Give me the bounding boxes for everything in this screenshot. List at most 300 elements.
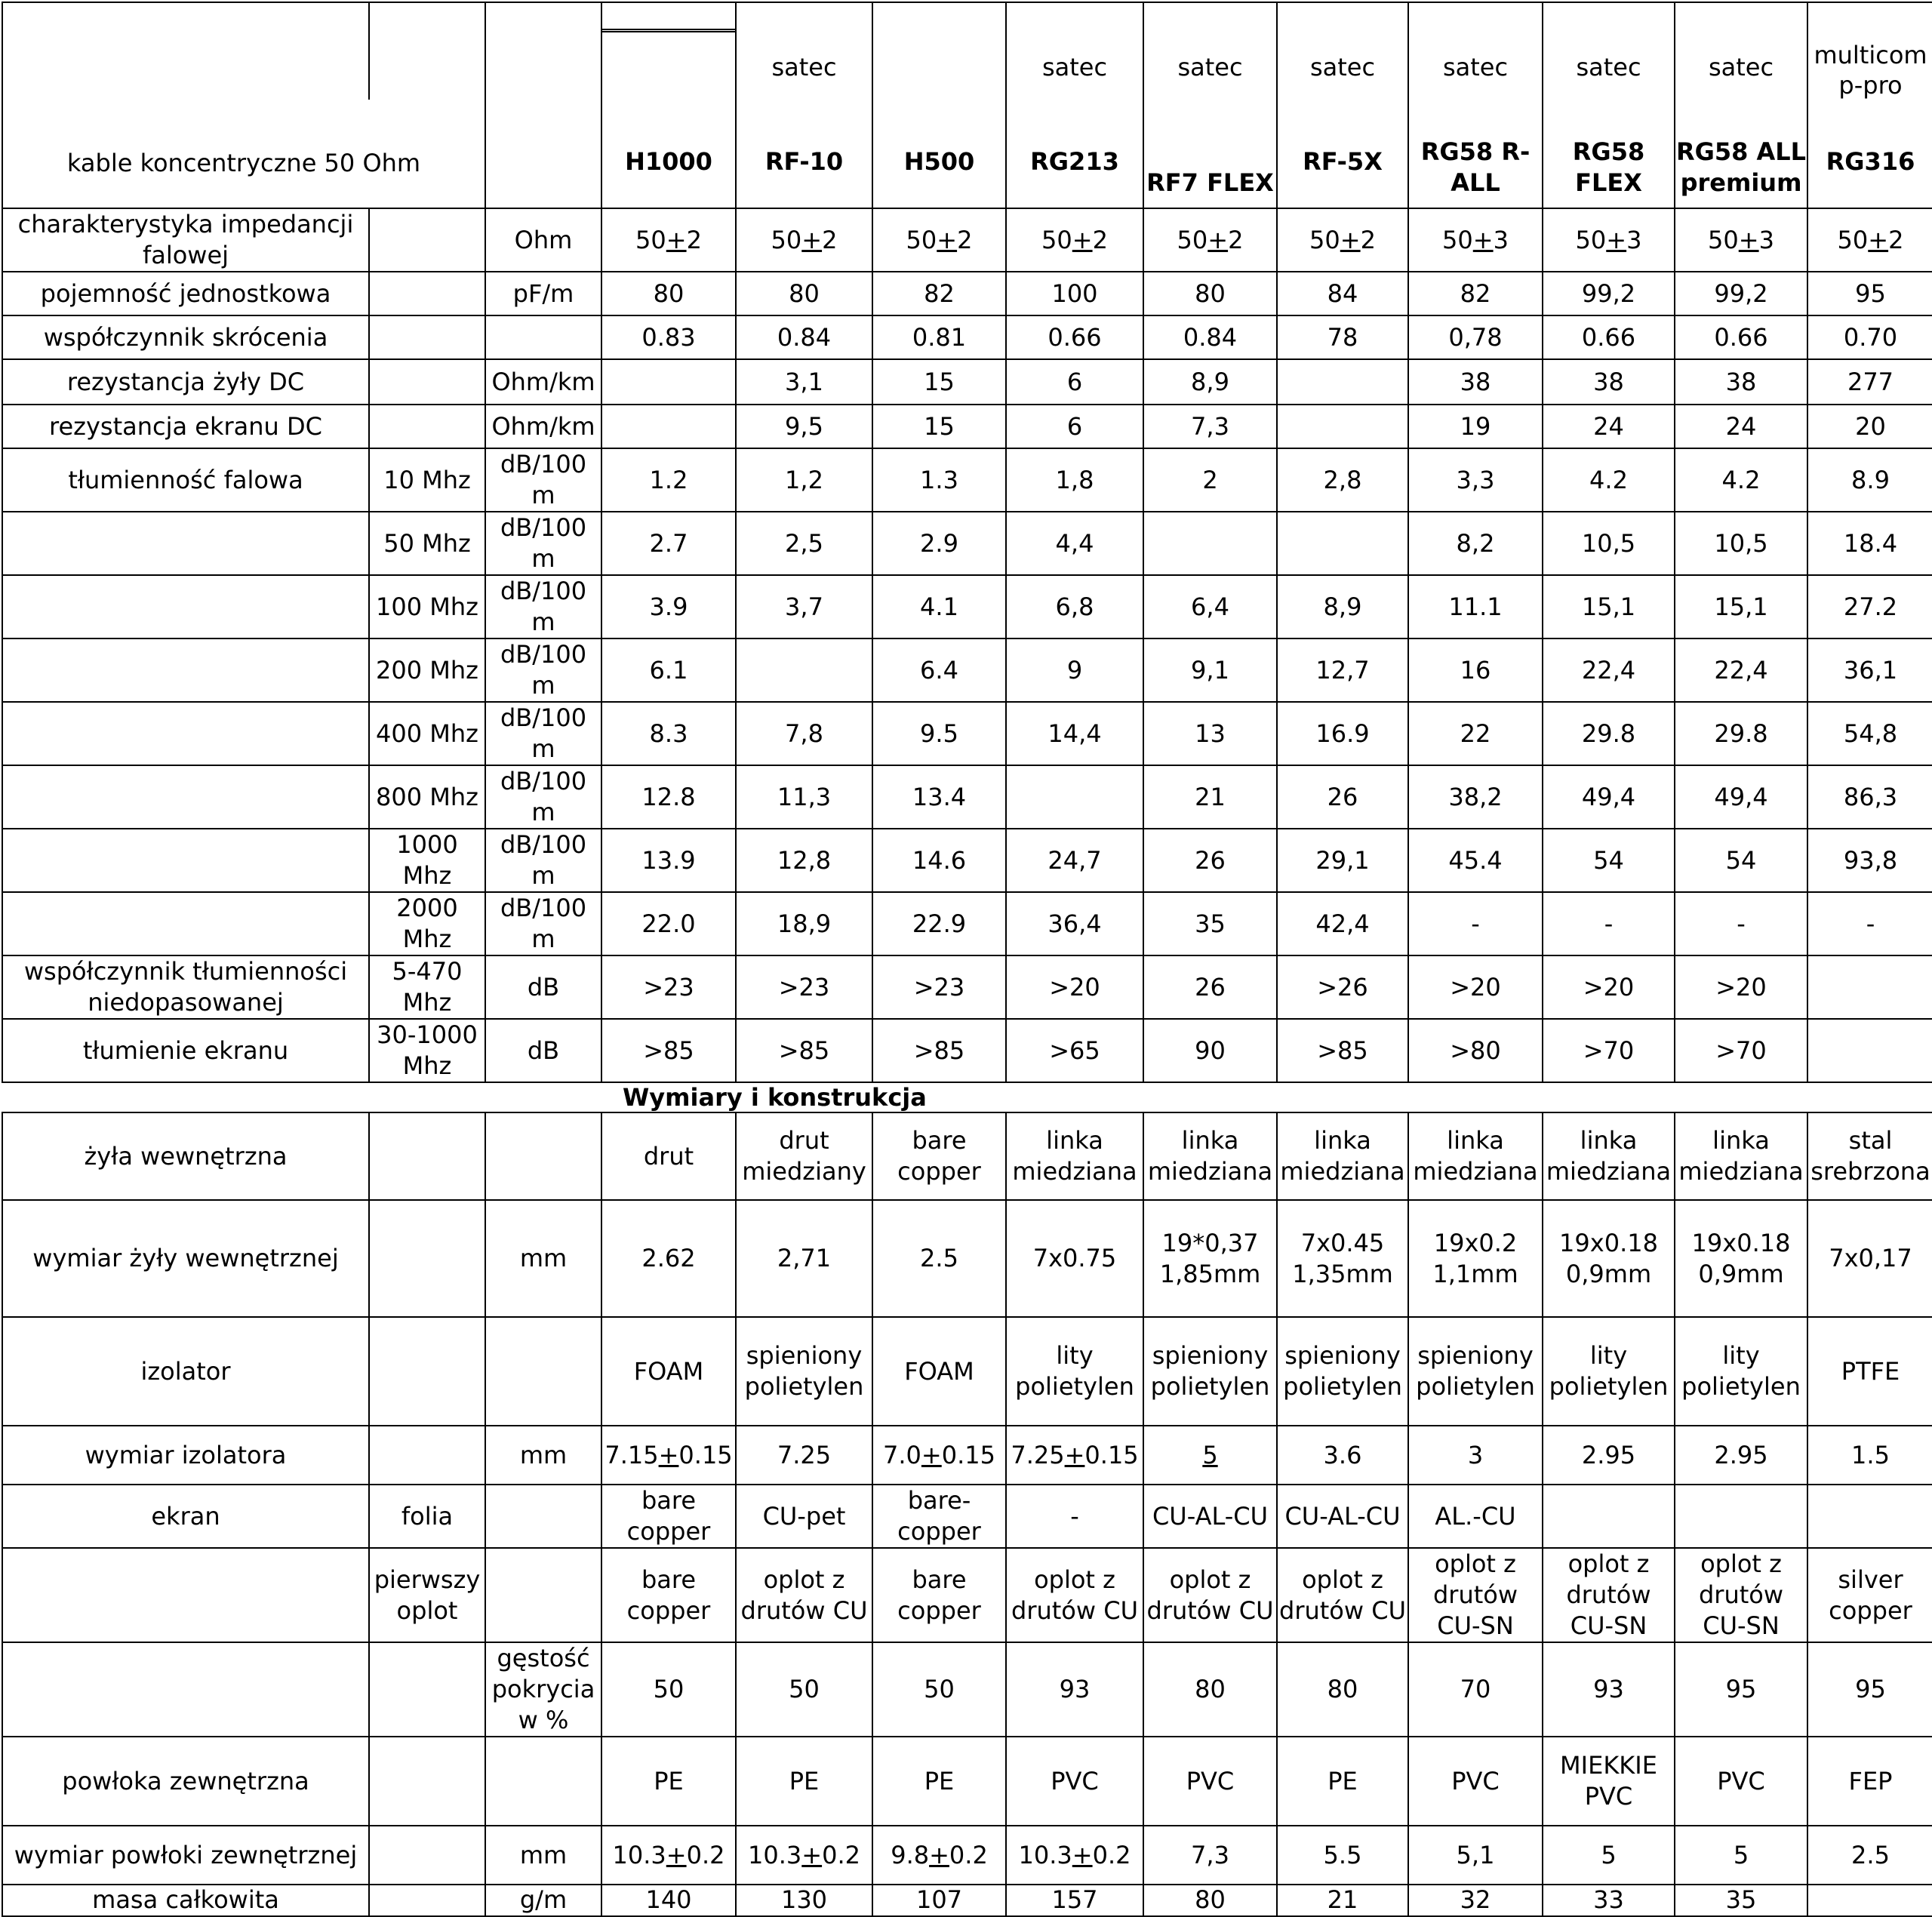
brand-label: satec (771, 52, 837, 82)
model-label: RG58 FLEX (1572, 137, 1645, 197)
value-cell-rg58-r-all: >20 (1408, 955, 1543, 1019)
value-cell-rg213: 36,4 (1006, 892, 1143, 955)
brand-label: satec (1442, 52, 1509, 82)
value-cell-rg213: 24,7 (1006, 829, 1143, 892)
value-cell-rf7-flex: 26 (1143, 829, 1277, 892)
plus-minus-sign: + (801, 1840, 823, 1869)
plus-minus-sign: + (1064, 1440, 1085, 1469)
value-cell-rg58-flex: 15,1 (1543, 575, 1675, 638)
row-label (2, 892, 369, 955)
value-cell-rg316: PTFE (1807, 1317, 1932, 1426)
value-cell-rg58-r-all: 16 (1408, 638, 1543, 702)
value-cell-rg316 (1807, 955, 1932, 1019)
section-title: Wymiary i konstrukcja (2, 1082, 1932, 1112)
row-unit: dB (485, 955, 601, 1019)
value-cell-rg316: 54,8 (1807, 702, 1932, 765)
value-cell-rf7-flex: 90 (1143, 1019, 1277, 1082)
row-label: rezystancja żyły DC (2, 359, 369, 405)
value-cell-rg58-flex: oplot z drutów CU-SN (1543, 1548, 1675, 1642)
value-cell-rf7-flex: 0.84 (1143, 315, 1277, 359)
value-cell-rg58-r-all: oplot z drutów CU-SN (1408, 1548, 1543, 1642)
model-header-h500 (872, 2, 1006, 208)
value-cell-rf-10: 1,2 (736, 448, 872, 512)
value-cell-rg316 (1807, 1019, 1932, 1082)
value-cell-h500: 15 (872, 405, 1006, 448)
value-cell-h500: 4.1 (872, 575, 1006, 638)
row-unit (485, 1737, 601, 1826)
value-cell-rg58-all-premium: 49,4 (1675, 765, 1807, 829)
value-cell-rg316: silver copper (1807, 1548, 1932, 1642)
value-cell-rg213: 50+2 (1006, 208, 1143, 272)
row-sub-label: pierwszy oplot (369, 1548, 485, 1642)
value-cell-rf-5x (1277, 405, 1408, 448)
row-insulator (2, 1317, 1932, 1426)
value-cell-rf-5x: 8,9 (1277, 575, 1408, 638)
brand-label: satec (1576, 52, 1641, 82)
row-attenuation-10-mhz (2, 448, 1932, 512)
value-cell-rf-10: CU-pet (736, 1485, 872, 1548)
row-label: tłumienie ekranu (2, 1019, 369, 1082)
value-cell-rg213: 6,8 (1006, 575, 1143, 638)
row-sub-label (369, 1200, 485, 1317)
row-sub-label: folia (369, 1485, 485, 1548)
value-cell-rg213: >20 (1006, 955, 1143, 1019)
value-cell-rf-5x: 78 (1277, 315, 1408, 359)
value-cell-rf-5x: spieniony polietylen (1277, 1317, 1408, 1426)
value-cell-rg58-r-all: 38,2 (1408, 765, 1543, 829)
value-cell-h500: 9.5 (872, 702, 1006, 765)
row-jacket-dimension (2, 1826, 1932, 1885)
model-label: RF-5X (1303, 146, 1383, 176)
value-cell-rg58-flex: >20 (1543, 955, 1675, 1019)
value-cell-h1000 (601, 405, 736, 448)
value-cell-rf7-flex: 50+2 (1143, 208, 1277, 272)
row-unit: dB (485, 1019, 601, 1082)
value-cell-rg58-flex: 5 (1543, 1826, 1675, 1885)
value-cell-rg58-r-all: PVC (1408, 1737, 1543, 1826)
value-cell-rg58-all-premium: 29.8 (1675, 702, 1807, 765)
plus-minus-sign: + (666, 225, 687, 254)
model-label: RG58 R-ALL (1420, 137, 1531, 197)
value-cell-rg213: 157 (1006, 1885, 1143, 1916)
row-sub-label: 30-1000 Mhz (369, 1019, 485, 1082)
value-cell-rg316 (1807, 1485, 1932, 1548)
row-unit: Ohm/km (485, 359, 601, 405)
model-header-rf-10 (736, 2, 872, 208)
value-cell-rf7-flex: 7,3 (1143, 1826, 1277, 1885)
value-cell-rg316: - (1807, 892, 1932, 955)
value-cell-rf-5x: >85 (1277, 1019, 1408, 1082)
value-cell-h500: bare copper (872, 1548, 1006, 1642)
value-cell-rf-10: >85 (736, 1019, 872, 1082)
value-cell-h1000: PE (601, 1737, 736, 1826)
row-unit: dB/100 m (485, 765, 601, 829)
cable-spec-table (2, 2, 1932, 1917)
row-impedance (2, 208, 1932, 272)
value-cell-h1000: 12.8 (601, 765, 736, 829)
value-cell-h500: FOAM (872, 1317, 1006, 1426)
value-cell-rg58-all-premium: 5 (1675, 1826, 1807, 1885)
row-label: tłumienność falowa (2, 448, 369, 512)
brand-label: satec (1041, 52, 1108, 82)
value-cell-rg316: 7x0,17 (1807, 1200, 1932, 1317)
value-cell-rg58-flex: 4.2 (1543, 448, 1675, 512)
value-cell-rf-5x: 80 (1277, 1642, 1408, 1737)
row-label: wymiar izolatora (2, 1426, 369, 1485)
value-cell-rf-10: 50 (736, 1642, 872, 1737)
row-attenuation-100-mhz (2, 575, 1932, 638)
value-cell-h1000: 2.62 (601, 1200, 736, 1317)
value-cell-rg316 (1807, 1885, 1932, 1916)
value-cell-rg213: oplot z drutów CU (1006, 1548, 1143, 1642)
value-cell-rf7-flex: 21 (1143, 765, 1277, 829)
value-cell-h500: 9.8+0.2 (872, 1826, 1006, 1885)
value-cell-h500: >85 (872, 1019, 1006, 1082)
value-cell-rg316: 86,3 (1807, 765, 1932, 829)
row-label: wymiar powłoki zewnętrznej (2, 1826, 369, 1885)
row-label: izolator (2, 1317, 369, 1426)
value-cell-rg58-r-all: 11.1 (1408, 575, 1543, 638)
plus-minus-sign: + (937, 225, 958, 254)
model-header-rg213 (1006, 2, 1143, 208)
value-cell-rf-5x: 2,8 (1277, 448, 1408, 512)
value-cell-rg213: 7x0.75 (1006, 1200, 1143, 1317)
row-unit: dB/100 m (485, 702, 601, 765)
value-cell-rg58-r-all: 32 (1408, 1885, 1543, 1916)
value-cell-rg58-all-premium: PVC (1675, 1737, 1807, 1826)
value-cell-h500: 50+2 (872, 208, 1006, 272)
value-cell-rg213: 4,4 (1006, 512, 1143, 575)
value-cell-rg213: 10.3+0.2 (1006, 1826, 1143, 1885)
value-cell-rg58-r-all: 82 (1408, 272, 1543, 315)
row-sub-label (369, 208, 485, 272)
value-cell-rg316: 93,8 (1807, 829, 1932, 892)
value-cell-h1000: 0.83 (601, 315, 736, 359)
value-cell-rf-5x: 12,7 (1277, 638, 1408, 702)
value-cell-rg58-r-all: 70 (1408, 1642, 1543, 1737)
row-sub-label: 2000 Mhz (369, 892, 485, 955)
value-cell-rf7-flex: 6,4 (1143, 575, 1277, 638)
value-cell-rg213: 93 (1006, 1642, 1143, 1737)
value-cell-rf-5x: PE (1277, 1737, 1408, 1826)
row-sub-label (369, 1112, 485, 1200)
value-cell-h500: 1.3 (872, 448, 1006, 512)
row-sub-label (369, 1885, 485, 1916)
value-cell-h1000: >85 (601, 1019, 736, 1082)
row-insulator-dimension (2, 1426, 1932, 1485)
value-cell-rg58-r-all: 38 (1408, 359, 1543, 405)
value-cell-h1000: 7.15+0.15 (601, 1426, 736, 1485)
value-cell-rg213: PVC (1006, 1737, 1143, 1826)
row-sub-label (369, 1317, 485, 1426)
value-cell-rf7-flex: linka miedziana (1143, 1112, 1277, 1200)
value-cell-h500: 2.9 (872, 512, 1006, 575)
value-cell-rg58-flex: 22,4 (1543, 638, 1675, 702)
value-cell-rg58-flex: 24 (1543, 405, 1675, 448)
value-cell-rg316: 50+2 (1807, 208, 1932, 272)
row-unit: dB/100 m (485, 892, 601, 955)
row-label: charakterystyka impedancji falowej (2, 208, 369, 272)
value-cell-rf-10: 18,9 (736, 892, 872, 955)
plus-minus-sign: + (1606, 225, 1627, 254)
plus-minus-sign: + (1472, 225, 1494, 254)
value-cell-rf-10: PE (736, 1737, 872, 1826)
row-label: wymiar żyły wewnętrznej (2, 1200, 369, 1317)
value-cell-rf-5x: 3.6 (1277, 1426, 1408, 1485)
value-cell-rg213: 1,8 (1006, 448, 1143, 512)
value-cell-h500: 13.4 (872, 765, 1006, 829)
value-cell-h1000: drut (601, 1112, 736, 1200)
value-cell-rf7-flex (1143, 1426, 1277, 1485)
value-cell-h500: 7.0+0.15 (872, 1426, 1006, 1485)
row-sub-label: 1000 Mhz (369, 829, 485, 892)
value-cell-rf-10: 7.25 (736, 1426, 872, 1485)
row-label: żyła wewnętrzna (2, 1112, 369, 1200)
value-cell-rg58-all-premium: 22,4 (1675, 638, 1807, 702)
row-label (2, 575, 369, 638)
value-cell-h1000: 50 (601, 1642, 736, 1737)
value-cell-rf7-flex: 13 (1143, 702, 1277, 765)
value-cell-rg316: 27.2 (1807, 575, 1932, 638)
value-cell-rg58-r-all: 3,3 (1408, 448, 1543, 512)
value-cell-rf-10: 7,8 (736, 702, 872, 765)
row-attenuation-800-mhz (2, 765, 1932, 829)
value-cell-rf-10: 2,5 (736, 512, 872, 575)
value-cell-rf7-flex: oplot z drutów CU (1143, 1548, 1277, 1642)
row-unit: dB/100 m (485, 575, 601, 638)
value-cell-rg58-all-premium: linka miedziana (1675, 1112, 1807, 1200)
value-cell-rg316: 36,1 (1807, 638, 1932, 702)
row-sub-label (369, 405, 485, 448)
plus-minus-sign: + (1072, 1840, 1093, 1869)
row-sub-label (369, 315, 485, 359)
value-cell-rf-5x: 50+2 (1277, 208, 1408, 272)
row-sub-label (369, 359, 485, 405)
value-cell-h500: PE (872, 1737, 1006, 1826)
value-cell-rg58-r-all: 0,78 (1408, 315, 1543, 359)
plus-minus-sign: + (1340, 225, 1361, 254)
value-cell-h500: 22.9 (872, 892, 1006, 955)
value-cell-rg58-flex: 33 (1543, 1885, 1675, 1916)
brand-label: satec (1309, 52, 1376, 82)
value-cell-rf7-flex (1143, 512, 1277, 575)
value-cell-rf7-flex: 7,3 (1143, 405, 1277, 448)
value-cell-rg58-all-premium: 50+3 (1675, 208, 1807, 272)
value-cell-rf-10: 9,5 (736, 405, 872, 448)
value-cell-rg58-r-all: spieniony polietylen (1408, 1317, 1543, 1426)
value-cell-rg213 (1006, 765, 1143, 829)
row-unit (485, 1485, 601, 1548)
value-cell-rg58-all-premium: 4.2 (1675, 448, 1807, 512)
value-cell-rf7-flex: 80 (1143, 1642, 1277, 1737)
model-label: H500 (903, 146, 975, 176)
row-unit: mm (485, 1200, 601, 1317)
value-cell-rg58-all-premium: 95 (1675, 1642, 1807, 1737)
value-cell-h1000: 140 (601, 1885, 736, 1916)
value-cell-rf-5x: 84 (1277, 272, 1408, 315)
value-cell-rf-10: oplot z drutów CU (736, 1548, 872, 1642)
value-cell-rg316: 95 (1807, 1642, 1932, 1737)
value-cell-rf-10 (736, 638, 872, 702)
row-shield-resistance (2, 405, 1932, 448)
value-cell-rg213: 6 (1006, 359, 1143, 405)
value-cell-rg316: 8.9 (1807, 448, 1932, 512)
model-header-divider (602, 31, 735, 33)
value-cell-rf7-flex: PVC (1143, 1737, 1277, 1826)
value-cell-rg58-all-premium: 15,1 (1675, 575, 1807, 638)
plus-minus-sign: + (1208, 225, 1229, 254)
plus-minus-sign: + (666, 1840, 687, 1869)
value-cell-h500: 107 (872, 1885, 1006, 1916)
row-attenuation-50-mhz (2, 512, 1932, 575)
value-cell-h500: 15 (872, 359, 1006, 405)
value-cell-rg58-r-all: 19x0.2 1,1mm (1408, 1200, 1543, 1317)
row-attenuation-2000-mhz (2, 892, 1932, 955)
value-cell-h1000: bare copper (601, 1548, 736, 1642)
value-cell-h1000: 10.3+0.2 (601, 1826, 736, 1885)
value-cell-rg213: 9 (1006, 638, 1143, 702)
plus-minus-sign: + (1072, 225, 1093, 254)
value-cell-rg58-flex: 99,2 (1543, 272, 1675, 315)
value-cell-rf-5x: 29,1 (1277, 829, 1408, 892)
model-label: RG58 ALL premium (1675, 137, 1807, 197)
value-cell-rg58-all-premium: 0.66 (1675, 315, 1807, 359)
value-cell-rg58-flex: 49,4 (1543, 765, 1675, 829)
value-cell-rg58-flex: 38 (1543, 359, 1675, 405)
row-shield-foil (2, 1485, 1932, 1548)
value-cell-rg316: 0.70 (1807, 315, 1932, 359)
value-cell-rf-10: 3,1 (736, 359, 872, 405)
row-first-braid (2, 1548, 1932, 1642)
value-cell-rg316: FEP (1807, 1737, 1932, 1826)
value-cell-rg213: 6 (1006, 405, 1143, 448)
value-cell-rg316: 2.5 (1807, 1826, 1932, 1885)
value-cell-rg58-r-all: 19 (1408, 405, 1543, 448)
row-label: rezystancja ekranu DC (2, 405, 369, 448)
value-cell-rg58-r-all: 45.4 (1408, 829, 1543, 892)
value-cell-rg213: linka miedziana (1006, 1112, 1143, 1200)
value-cell-h1000: 3.9 (601, 575, 736, 638)
row-sub-label: 50 Mhz (369, 512, 485, 575)
value-cell-rg58-all-premium: 19x0.18 0,9mm (1675, 1200, 1807, 1317)
row-label (2, 512, 369, 575)
row-return-loss (2, 955, 1932, 1019)
value-cell-h1000: 8.3 (601, 702, 736, 765)
value-cell-h500: bare copper (872, 1112, 1006, 1200)
value-cell-rg58-all-premium: 35 (1675, 1885, 1807, 1916)
row-capacitance (2, 272, 1932, 315)
value-cell-rg58-all-premium: 38 (1675, 359, 1807, 405)
row-label: masa całkowita (2, 1885, 369, 1916)
row-label (2, 1548, 369, 1642)
value-cell-rg58-r-all: - (1408, 892, 1543, 955)
row-label (2, 638, 369, 702)
value-cell-rg58-flex: 54 (1543, 829, 1675, 892)
brand-label: satec (1708, 52, 1774, 82)
row-attenuation-200-mhz (2, 638, 1932, 702)
value-cell-rg58-flex: lity polietylen (1543, 1317, 1675, 1426)
value-cell-rg58-flex: 29.8 (1543, 702, 1675, 765)
header-row (2, 2, 1932, 208)
value-cell-rf-5x (1277, 359, 1408, 405)
value-cell-rf-5x: oplot z drutów CU (1277, 1548, 1408, 1642)
value-cell-rf-10: 12,8 (736, 829, 872, 892)
model-header-rg316 (1807, 2, 1932, 208)
value-cell-rf7-flex: 2 (1143, 448, 1277, 512)
value-cell-h1000 (601, 359, 736, 405)
row-unit: gęstość pokrycia w % (485, 1642, 601, 1737)
value-cell-rg58-flex: >70 (1543, 1019, 1675, 1082)
value-cell-rg58-all-premium: 24 (1675, 405, 1807, 448)
value-cell-rg58-r-all: >80 (1408, 1019, 1543, 1082)
model-header-rg58-flex (1543, 2, 1675, 208)
row-core-resistance (2, 359, 1932, 405)
value-cell-rf7-flex: 80 (1143, 272, 1277, 315)
row-unit: Ohm/km (485, 405, 601, 448)
value-cell-rg58-r-all: 50+3 (1408, 208, 1543, 272)
value-cell-rg58-flex: 19x0.18 0,9mm (1543, 1200, 1675, 1317)
row-unit: mm (485, 1426, 601, 1485)
row-inner-dimension (2, 1200, 1932, 1317)
value-cell-rf-10: 0.84 (736, 315, 872, 359)
value-cell-rg58-r-all: 3 (1408, 1426, 1543, 1485)
value-cell-h500: >23 (872, 955, 1006, 1019)
model-header-rg58-r-all (1408, 2, 1543, 208)
row-label: współczynnik tłumienności niedopasowanej (2, 955, 369, 1019)
model-label: H1000 (625, 146, 712, 176)
row-unit: dB/100 m (485, 448, 601, 512)
row-label (2, 1642, 369, 1737)
value-cell-rg58-all-premium: >70 (1675, 1019, 1807, 1082)
value-cell-rf7-flex: spieniony polietylen (1143, 1317, 1277, 1426)
row-unit: Ohm (485, 208, 601, 272)
model-label: RF-10 (764, 146, 844, 176)
row-sub-label: 200 Mhz (369, 638, 485, 702)
value-cell-rg58-flex: 2.95 (1543, 1426, 1675, 1485)
brand-label: satec (1177, 52, 1243, 82)
value-cell-rg58-flex: 0.66 (1543, 315, 1675, 359)
value-cell-rf-5x: 42,4 (1277, 892, 1408, 955)
value-cell-rg316: 1.5 (1807, 1426, 1932, 1485)
value-cell-rf-5x: CU-AL-CU (1277, 1485, 1408, 1548)
value-cell-rg58-flex: 10,5 (1543, 512, 1675, 575)
value-cell-rg58-all-premium: lity polietylen (1675, 1317, 1807, 1426)
value-cell-h500: 14.6 (872, 829, 1006, 892)
value-cell-rf-10: 11,3 (736, 765, 872, 829)
value-cell-rg58-r-all: 5,1 (1408, 1826, 1543, 1885)
table-body (2, 2, 1932, 1916)
row-label: powłoka zewnętrzna (2, 1737, 369, 1826)
value-cell-rg316: 20 (1807, 405, 1932, 448)
row-attenuation-1000-mhz (2, 829, 1932, 892)
value-cell-rf-5x: linka miedziana (1277, 1112, 1408, 1200)
value-cell-h1000: 22.0 (601, 892, 736, 955)
row-sub-label (369, 1642, 485, 1737)
model-label: RG316 (1826, 146, 1915, 176)
row-unit: dB/100 m (485, 638, 601, 702)
model-label: RG213 (1030, 146, 1119, 176)
value-cell-h1000: 1.2 (601, 448, 736, 512)
value-cell-rf-5x: 21 (1277, 1885, 1408, 1916)
value-cell-rf-10: 130 (736, 1885, 872, 1916)
row-inner-conductor (2, 1112, 1932, 1200)
model-header-rf7-flex (1143, 2, 1277, 208)
model-header-h1000 (601, 2, 736, 208)
value-cell-rg213: - (1006, 1485, 1143, 1548)
model-header-rf-5x (1277, 2, 1408, 208)
plus-minus-sign: + (929, 1840, 949, 1869)
header-unit-cell (485, 2, 601, 208)
